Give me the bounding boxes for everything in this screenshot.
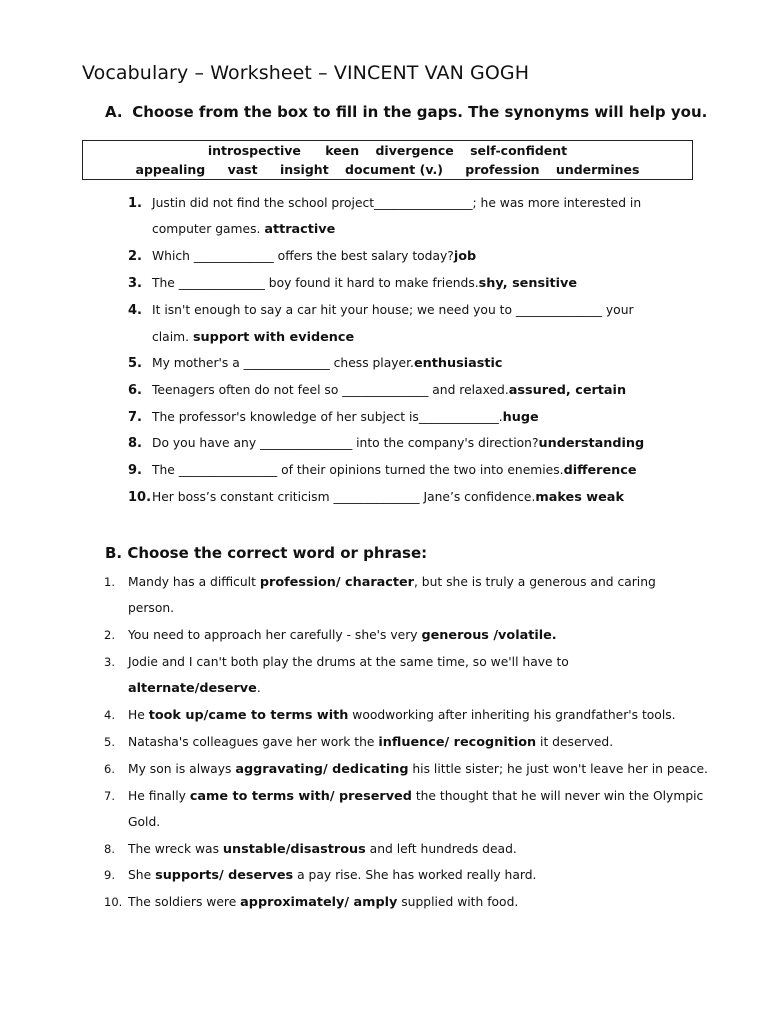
item-text: woodworking after inheriting his grandfather's tools. xyxy=(348,708,676,722)
item-number: 1. xyxy=(104,575,115,589)
item-hint: huge xyxy=(502,410,539,425)
list-item xyxy=(128,249,476,264)
list-item xyxy=(104,895,518,910)
item-hint: makes weak xyxy=(535,490,624,505)
list-item-continuation xyxy=(152,330,354,345)
item-number: 5. xyxy=(104,735,115,749)
item-hint: attractive xyxy=(264,222,336,237)
item-text: My son is always xyxy=(128,762,236,776)
item-number: 9. xyxy=(128,463,142,478)
item-text: person. xyxy=(128,601,175,615)
list-item xyxy=(128,490,624,505)
section-b-heading: B. Choose the correct word or phrase: xyxy=(105,544,428,562)
item-options: aggravating/ dedicating xyxy=(235,762,409,777)
list-item xyxy=(128,276,577,291)
item-text: Mandy has a difficult xyxy=(128,575,260,589)
item-options: came to terms with/ preserved xyxy=(189,789,412,804)
word-box xyxy=(82,140,693,180)
item-number: 3. xyxy=(128,276,142,291)
item-options: influence/ recognition xyxy=(378,735,537,750)
list-item xyxy=(128,196,641,211)
word-box-word: vast xyxy=(227,162,258,177)
list-item xyxy=(104,735,613,750)
word-box-row-2 xyxy=(83,162,692,177)
item-options: profession/ character xyxy=(259,575,414,590)
item-text: . xyxy=(256,681,261,695)
item-text: , but she is truly a generous and caring xyxy=(413,575,656,589)
word-box-word: document (v.) xyxy=(345,162,443,177)
word-box-word: insight xyxy=(279,162,329,177)
item-text: Jodie and I can't both play the drums at the same time, so we'll have to xyxy=(128,655,569,669)
item-text: Her boss’s constant criticism ______________ Jane’s confidence. xyxy=(152,490,536,504)
item-number: 10. xyxy=(128,490,152,505)
item-text: Gold. xyxy=(128,815,161,829)
item-hint: shy, sensitive xyxy=(478,276,577,291)
list-item-continuation xyxy=(128,815,160,829)
item-text: The professor's knowledge of her subject is_____________. xyxy=(152,410,503,424)
item-hint: difference xyxy=(563,463,637,478)
list-item xyxy=(128,383,626,398)
list-item xyxy=(128,410,539,425)
word-box-word: appealing xyxy=(135,162,206,177)
item-number: 9. xyxy=(104,868,115,882)
list-item xyxy=(104,708,676,723)
list-item xyxy=(104,842,517,857)
word-box-word: undermines xyxy=(555,162,640,177)
item-text: The wreck was xyxy=(128,842,223,856)
item-text: and left hundreds dead. xyxy=(365,842,517,856)
list-item xyxy=(104,762,708,777)
item-options: supports/ deserves xyxy=(155,868,294,883)
list-item-continuation xyxy=(128,601,174,615)
list-item xyxy=(104,655,569,669)
list-item xyxy=(128,303,634,318)
item-number: 8. xyxy=(104,842,115,856)
item-text: his little sister; he just won't leave her in peace. xyxy=(408,762,708,776)
word-box-row-1 xyxy=(83,143,692,158)
item-options: generous /volatile. xyxy=(421,628,557,643)
item-text: Justin did not find the school project________________; he was more interested in xyxy=(152,196,642,210)
item-number: 7. xyxy=(128,410,142,425)
item-text: She xyxy=(128,868,156,882)
item-text: Teenagers often do not feel so ______________ and relaxed. xyxy=(152,383,509,397)
item-options: alternate/deserve xyxy=(128,681,257,696)
item-text: The ________________ of their opinions turned the two into enemies. xyxy=(152,463,564,477)
page-title: Vocabulary – Worksheet – VINCENT VAN GOGH xyxy=(82,62,530,84)
item-number: 10. xyxy=(104,895,123,909)
item-text: the thought that he will never win the Olympic xyxy=(411,789,704,803)
item-text: Do you have any _______________ into the company's direction? xyxy=(152,436,539,450)
item-text: supplied with food. xyxy=(397,895,519,909)
item-text: a pay rise. She has worked really hard. xyxy=(293,868,537,882)
item-text: Which _____________ offers the best salary today? xyxy=(152,249,454,263)
word-box-word: introspective xyxy=(207,143,301,158)
item-text: He xyxy=(128,708,149,722)
word-box-word: self-confident xyxy=(470,143,568,158)
item-number: 6. xyxy=(128,383,142,398)
item-number: 4. xyxy=(128,303,142,318)
item-text: The soldiers were xyxy=(128,895,241,909)
item-text: He finally xyxy=(128,789,190,803)
item-number: 8. xyxy=(128,436,142,451)
item-text: It isn't enough to say a car hit your house; we need you to ______________ your xyxy=(152,303,634,317)
item-hint: enthusiastic xyxy=(413,356,503,371)
item-number: 5. xyxy=(128,356,142,371)
item-text: computer games. xyxy=(152,222,265,236)
item-hint: assured, certain xyxy=(508,383,627,398)
list-item xyxy=(104,575,656,590)
item-number: 6. xyxy=(104,762,115,776)
section-a-instruction: Choose from the box to fill in the gaps. The synonyms will help you. xyxy=(132,103,708,121)
list-item xyxy=(128,356,502,371)
item-number: 2. xyxy=(104,628,115,642)
item-number: 3. xyxy=(104,655,115,669)
item-number: 7. xyxy=(104,789,115,803)
item-hint: support with evidence xyxy=(192,330,355,345)
item-options: unstable/disastrous xyxy=(222,842,366,857)
list-item-continuation xyxy=(152,222,335,237)
list-item xyxy=(128,463,637,478)
item-text: claim. xyxy=(152,330,193,344)
word-box-word: keen xyxy=(325,143,360,158)
item-text: You need to approach her carefully - she's very xyxy=(128,628,422,642)
item-text: My mother's a ______________ chess player. xyxy=(152,356,414,370)
item-hint: job xyxy=(453,249,477,264)
section-a-heading xyxy=(105,103,707,121)
word-box-word: divergence xyxy=(375,143,454,158)
item-options: approximately/ amply xyxy=(240,895,398,910)
item-number: 2. xyxy=(128,249,142,264)
item-options: took up/came to terms with xyxy=(148,708,349,723)
word-box-word: profession xyxy=(465,162,540,177)
item-text: The ______________ boy found it hard to make friends. xyxy=(152,276,479,290)
section-a-label: A. xyxy=(105,103,123,121)
item-number: 1. xyxy=(128,196,142,211)
item-text: it deserved. xyxy=(536,735,614,749)
list-item xyxy=(104,628,557,643)
list-item xyxy=(104,868,536,883)
list-item xyxy=(104,789,703,804)
item-number: 4. xyxy=(104,708,115,722)
list-item-continuation xyxy=(128,681,261,696)
item-hint: understanding xyxy=(538,436,645,451)
list-item xyxy=(128,436,644,451)
item-text: Natasha's colleagues gave her work the xyxy=(128,735,379,749)
